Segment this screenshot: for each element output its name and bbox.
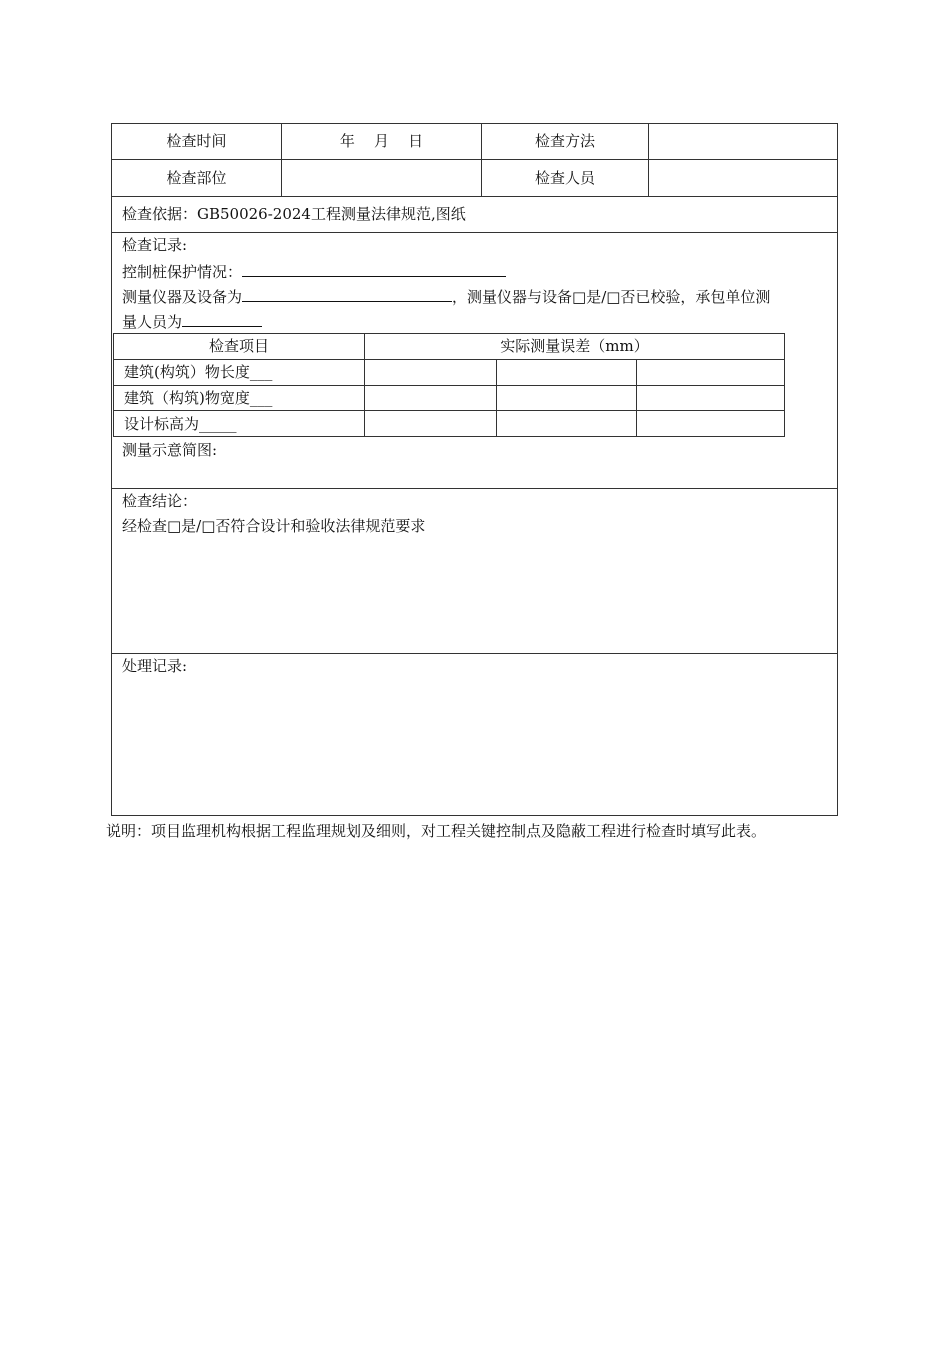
table-cell[interactable]: [637, 411, 785, 437]
column-header-item: 检查项目: [114, 334, 365, 360]
record-title: 检查记录:: [122, 236, 188, 254]
row-item-length: 建筑(构筑）物长度___: [114, 359, 365, 385]
check-time-label: 检查时间: [166, 132, 227, 150]
control-pile-blank[interactable]: [242, 261, 506, 277]
table-cell[interactable]: [365, 385, 497, 411]
instrument-blank[interactable]: [242, 286, 452, 302]
measurement-table: [113, 333, 785, 437]
instrument-line: [122, 286, 770, 306]
personnel-blank[interactable]: [182, 311, 262, 327]
personnel-line: [122, 311, 262, 331]
col-divider: [648, 124, 649, 196]
column-header-error: 实际测量误差（mm）: [365, 334, 785, 360]
sketch-label: 测量示意简图:: [122, 441, 218, 459]
instrument-suffix: ，测量仪器与设备□是/□否已校验，承包单位测: [452, 288, 771, 306]
table-row: [114, 385, 785, 411]
table-cell[interactable]: [637, 385, 785, 411]
row-divider: [112, 196, 837, 197]
control-pile-label: 控制桩保护情况：: [122, 263, 243, 281]
table-cell[interactable]: [637, 359, 785, 385]
row-divider: [112, 232, 837, 233]
inspector-label: 检查人员: [534, 169, 595, 187]
table-cell[interactable]: [497, 359, 637, 385]
inspection-form: [111, 123, 838, 816]
table-cell[interactable]: [497, 411, 637, 437]
table-row: [114, 359, 785, 385]
table-cell[interactable]: [497, 385, 637, 411]
form-note: 说明：项目监理机构根据工程监理规划及细则，对工程关键控制点及隐蔽工程进行检查时填写此表。: [106, 822, 767, 840]
table-cell[interactable]: [365, 359, 497, 385]
personnel-label: 量人员为: [122, 313, 183, 331]
check-method-label: 检查方法: [534, 132, 595, 150]
handling-title: 处理记录:: [122, 657, 188, 675]
check-date-field[interactable]: 年 月 日: [339, 132, 424, 150]
table-header-row: [114, 334, 785, 360]
row-item-width: 建筑（构筑)物宽度___: [114, 385, 365, 411]
row-item-elevation: 设计标高为_____: [114, 411, 365, 437]
table-cell[interactable]: [365, 411, 497, 437]
inspection-basis: 检查依据：GB50026-2024工程测量法律规范,图纸: [122, 205, 466, 223]
instrument-label: 测量仪器及设备为: [122, 288, 243, 306]
row-divider: [112, 159, 837, 160]
conclusion-title: 检查结论：: [122, 492, 198, 510]
conclusion-text: 经检查□是/□否符合设计和验收法律规范要求: [122, 517, 426, 535]
row-divider: [112, 653, 837, 654]
control-pile-line: [122, 261, 506, 281]
row-divider: [112, 488, 837, 489]
table-row: [114, 411, 785, 437]
check-location-label: 检查部位: [166, 169, 227, 187]
